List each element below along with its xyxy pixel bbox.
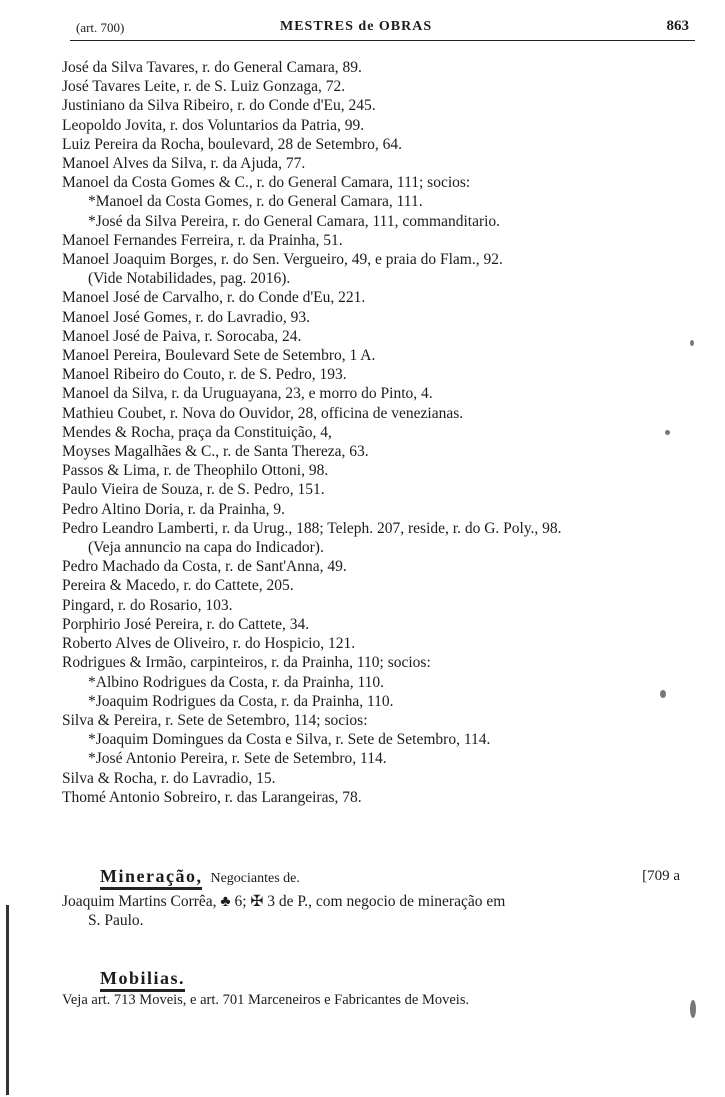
list-item: José da Silva Tavares, r. do General Camara, 89. [62, 59, 362, 76]
list-item: Roberto Alves de Oliveiro, r. do Hospicio, 121. [62, 635, 356, 653]
list-item: Manoel Pereira, Boulevard Sete de Setembro, 1 A. [62, 347, 376, 365]
list-item: Pedro Machado da Costa, r. de Sant'Anna, 49. [62, 558, 347, 576]
running-title: MESTRES de OBRAS [280, 19, 433, 34]
list-item: Manoel Alves da Silva, r. da Ajuda, 77. [62, 155, 306, 173]
mestres-de-obras-listing [62, 58, 712, 807]
list-item: Pingard, r. do Rosario, 103. [62, 596, 233, 614]
section-subtitle: Negociantes de. [210, 871, 300, 886]
mobilias-entry [62, 991, 712, 1010]
article-reference: (art. 700) [76, 20, 125, 35]
list-item: Mathieu Coubet, r. Nova do Ouvidor, 28, officina de venezianas. [62, 404, 464, 422]
list-item: Manoel José de Paiva, r. Sorocaba, 24. [62, 327, 302, 345]
list-item: Joaquim Martins Corrêa, ♣ 6; ✠ 3 de P., com negocio de mineração em [62, 893, 506, 910]
scan-edge-mark [6, 905, 9, 1095]
list-item-continuation: S. Paulo. [88, 912, 144, 930]
scan-speck [690, 1000, 696, 1018]
list-item: Manoel da Costa Gomes & C., r. do General Camara, 111; socios: [62, 174, 471, 192]
list-item: Luiz Pereira da Rocha, boulevard, 28 de Setembro, 64. [62, 135, 403, 153]
list-item: Manoel José Gomes, r. do Lavradio, 93. [62, 308, 310, 326]
section-title: Mobilias. [100, 968, 185, 992]
list-item: Thomé Antonio Sobreiro, r. das Larangeiras, 78. [62, 788, 362, 806]
list-item: Leopoldo Jovita, r. dos Voluntarios da Patria, 99. [62, 116, 365, 134]
mineracao-entry [62, 892, 712, 930]
section-reference: [709 a [642, 868, 680, 884]
partner-item: *Manoel da Costa Gomes, r. do General Camara, 111. [88, 193, 423, 211]
list-item: Pedro Leandro Lamberti, r. da Urug., 188; Teleph. 207, reside, r. do G. Poly., 98. [62, 519, 562, 537]
list-item: Paulo Vieira de Souza, r. de S. Pedro, 151. [62, 481, 325, 499]
list-item: Manoel da Silva, r. da Uruguayana, 23, e morro do Pinto, 4. [62, 385, 433, 403]
list-item: Moyses Magalhães & C., r. de Santa Thereza, 63. [62, 443, 369, 461]
list-item: José Tavares Leite, r. de S. Luiz Gonzaga, 72. [62, 78, 346, 96]
cross-reference: Veja art. 713 Moveis, e art. 701 Marceneiros e Fabricantes de Moveis. [62, 992, 470, 1008]
header-rule [70, 40, 695, 41]
list-item: Manoel Joaquim Borges, r. do Sen. Vergueiro, 49, e praia do Flam., 92. [62, 251, 503, 269]
note-item: (Veja annuncio na capa do Indicador). [88, 539, 324, 557]
list-item: Porphirio José Pereira, r. do Cattete, 34. [62, 615, 310, 633]
page-header [70, 18, 695, 40]
list-item: Passos & Lima, r. de Theophilo Ottoni, 98. [62, 462, 329, 480]
section-title: Mineração, [100, 866, 202, 890]
mineracao-heading [100, 866, 680, 890]
partner-item: *Joaquim Domingues da Costa e Silva, r. Sete de Setembro, 114. [88, 731, 491, 749]
partner-item: *Joaquim Rodrigues da Costa, r. da Prainha, 110. [88, 692, 394, 710]
partner-item: *José Antonio Pereira, r. Sete de Setembro, 114. [88, 750, 387, 768]
page-number: 863 [666, 18, 689, 34]
partner-item: *José da Silva Pereira, r. do General Camara, 111, commanditario. [88, 212, 501, 230]
list-item: Silva & Pereira, r. Sete de Setembro, 114; socios: [62, 711, 368, 729]
list-item: Rodrigues & Irmão, carpinteiros, r. da Prainha, 110; socios: [62, 654, 431, 672]
list-item: Manoel José de Carvalho, r. do Conde d'Eu, 221. [62, 289, 366, 307]
mobilias-heading [100, 968, 185, 992]
partner-item: *Albino Rodrigues da Costa, r. da Prainha, 110. [88, 673, 385, 691]
scan-speck [665, 430, 670, 435]
list-item: Mendes & Rocha, praça da Constituição, 4, [62, 423, 332, 441]
list-item: Manoel Ribeiro do Couto, r. de S. Pedro, 193. [62, 366, 347, 384]
list-item: Silva & Rocha, r. do Lavradio, 15. [62, 769, 276, 787]
note-item: (Vide Notabilidades, pag. 2016). [88, 270, 291, 288]
list-item: Manoel Fernandes Ferreira, r. da Prainha, 51. [62, 231, 343, 249]
scan-speck [660, 690, 666, 698]
list-item: Pereira & Macedo, r. do Cattete, 205. [62, 577, 294, 595]
scan-speck [690, 340, 694, 346]
list-item: Justiniano da Silva Ribeiro, r. do Conde d'Eu, 245. [62, 97, 376, 115]
list-item: Pedro Altino Doria, r. da Prainha, 9. [62, 500, 285, 518]
